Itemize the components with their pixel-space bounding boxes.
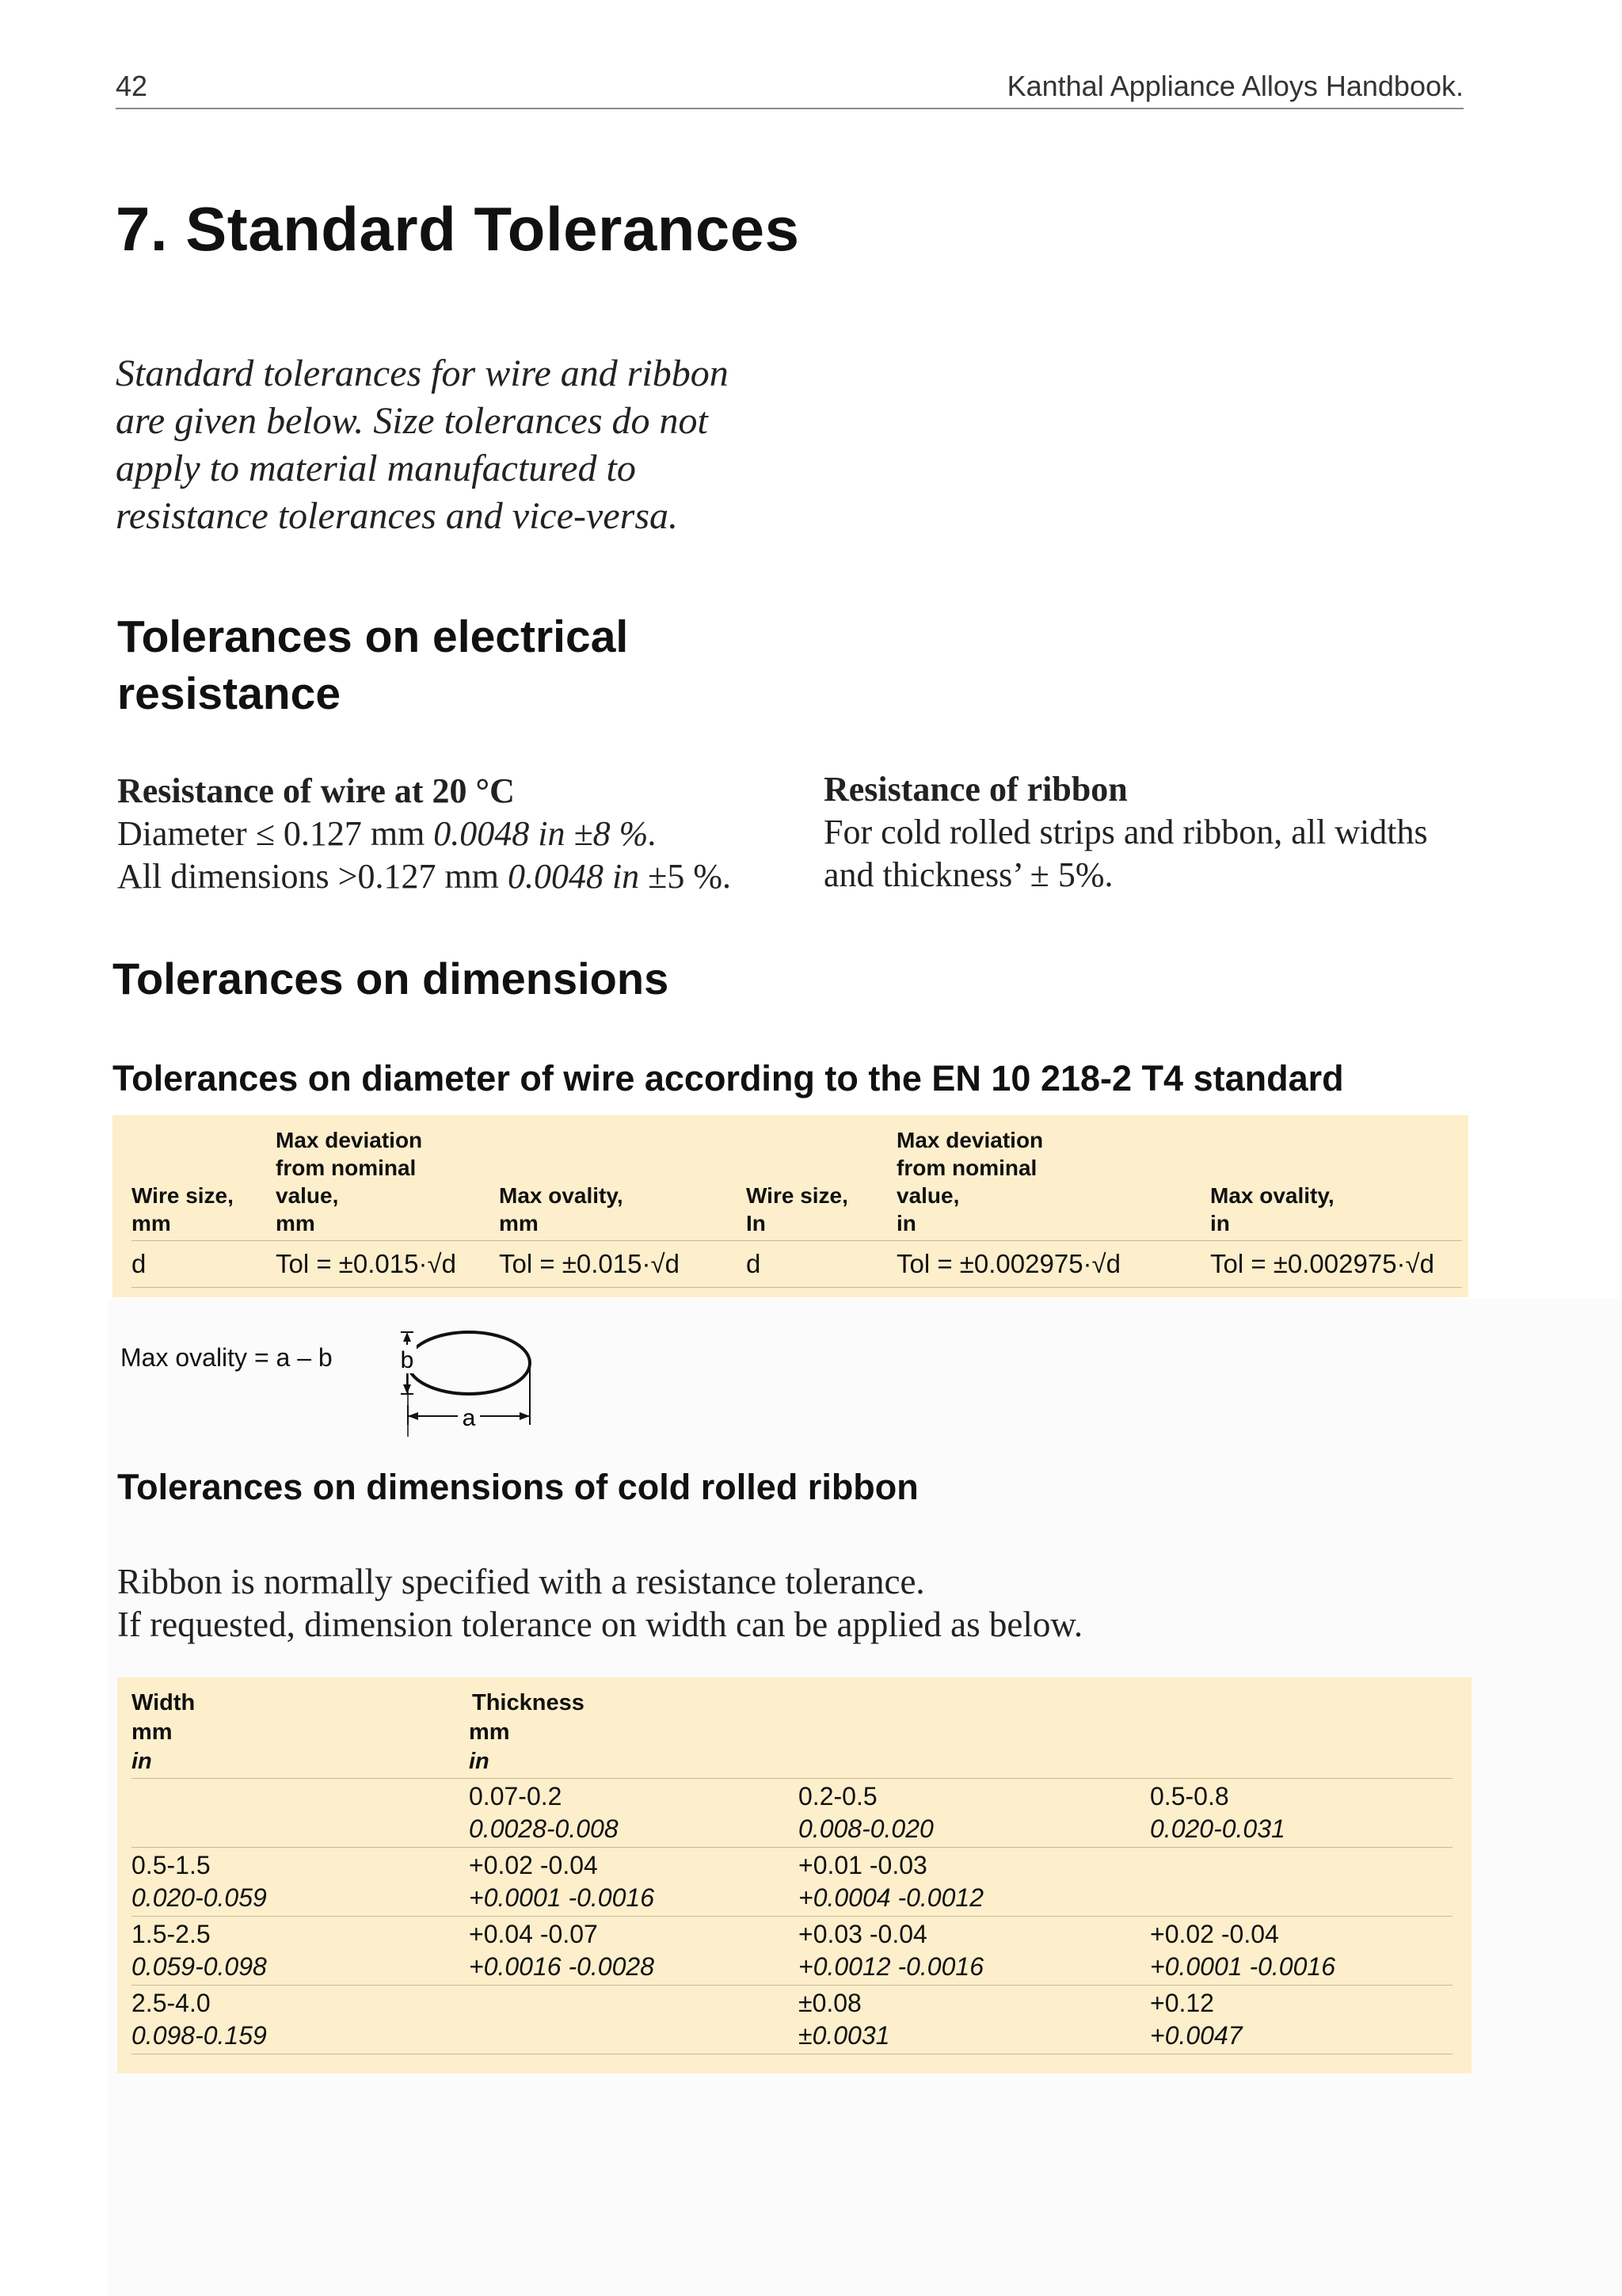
table-row: [131, 1241, 1462, 1288]
table-cell: 1.5-2.5 0.059-0.098: [131, 1917, 469, 1986]
col-header-thickness: Thickness mm in: [469, 1687, 1453, 1779]
table-cell: +0.02 -0.04 +0.0001 -0.0016: [469, 1848, 798, 1917]
label-b: b: [400, 1347, 414, 1373]
intro-paragraph: [116, 350, 797, 540]
wire-tolerance-table: [131, 1126, 1462, 1288]
table-cell: 0.5-1.5 0.020-0.059: [131, 1848, 469, 1917]
wire-resistance-line-2: All dimensions >0.127 mm 0.0048 in ±5 %.: [117, 857, 731, 896]
col-header-max-ovality-in: Max ovality, in: [1210, 1126, 1462, 1241]
dimensions-heading: Tolerances on dimensions: [112, 954, 669, 1003]
ribbon-resistance-title: Resistance of ribbon: [824, 770, 1128, 809]
wire-cross-section-ellipse: [408, 1332, 530, 1394]
table-header-row: [131, 1687, 1453, 1779]
table-row: [131, 1917, 1453, 1986]
table-cell: Tol = ±0.002975·√d: [1210, 1241, 1462, 1288]
ovality-formula: Max ovality = a – b: [120, 1343, 333, 1372]
wire-table-box: [112, 1115, 1468, 1297]
ovality-ellipse-diagram: [364, 1318, 539, 1437]
table-cell: +0.12 +0.0047: [1150, 1986, 1453, 2054]
ribbon-resistance-line-2: and thickness’ ± 5%.: [824, 855, 1114, 894]
col-header-wire-size-in: Wire size, In: [746, 1126, 897, 1241]
ribbon-tolerance-table: [131, 1687, 1453, 2054]
intro-line: Standard tolerances for wire and ribbon: [116, 352, 729, 394]
table-cell: +0.03 -0.04 +0.0012 -0.0016: [798, 1917, 1150, 1986]
ribbon-paragraph: Ribbon is normally specified with a resistance tolerance. If requested, dimension tolerance on width can be applied as below.: [117, 1562, 1083, 1644]
table-cell: +0.01 -0.03 +0.0004 -0.0012: [798, 1848, 1150, 1917]
page-number: 42: [116, 70, 148, 102]
table-cell: [131, 1779, 469, 1848]
wire-resistance-block: [117, 770, 814, 898]
table-cell: +0.02 -0.04 +0.0001 -0.0016: [1150, 1917, 1453, 1986]
resistance-heading: Tolerances on electrical resistance: [117, 611, 629, 719]
col-header-width: Width mm in: [131, 1687, 469, 1779]
table-cell: ±0.08 ±0.0031: [798, 1986, 1150, 2054]
table-cell: 2.5-4.0 0.098-0.159: [131, 1986, 469, 2054]
table-cell: d: [131, 1241, 276, 1288]
table-row: [131, 1848, 1453, 1917]
table-header-row: [131, 1126, 1462, 1241]
table-cell: Tol = ±0.002975·√d: [897, 1241, 1210, 1288]
ribbon-resistance-block: [824, 768, 1473, 897]
wire-resistance-title: Resistance of wire at 20 °C: [117, 771, 515, 810]
table-cell: 0.2-0.5 0.008-0.020: [798, 1779, 1150, 1848]
wire-resistance-line-1: Diameter ≤ 0.127 mm 0.0048 in ±8 %.: [117, 814, 657, 853]
table-cell: 0.5-0.8 0.020-0.031: [1150, 1779, 1453, 1848]
chapter-title: 7. Standard Tolerances: [116, 194, 800, 264]
table-cell: [469, 1986, 798, 2054]
intro-line: apply to material manufactured to: [116, 447, 636, 489]
col-header-wire-size-mm: Wire size, mm: [131, 1126, 276, 1241]
table-row: [131, 1986, 1453, 2054]
label-a: a: [462, 1405, 476, 1431]
table-cell: Tol = ±0.015·√d: [499, 1241, 746, 1288]
intro-line: are given below. Size tolerances do not: [116, 400, 708, 442]
col-header-max-deviation-in: Max deviation from nominal value, in: [897, 1126, 1210, 1241]
ribbon-resistance-line-1: For cold rolled strips and ribbon, all widths: [824, 813, 1428, 851]
col-header-max-ovality-mm: Max ovality, mm: [499, 1126, 746, 1241]
table-cell: d: [746, 1241, 897, 1288]
col-header-max-deviation-mm: Max deviation from nominal value, mm: [276, 1126, 499, 1241]
table-cell: 0.07-0.2 0.0028-0.008: [469, 1779, 798, 1848]
ribbon-dimensions-heading: Tolerances on dimensions of cold rolled ribbon: [117, 1467, 919, 1507]
ribbon-table-box: [117, 1677, 1472, 2073]
table-cell: +0.04 -0.07 +0.0016 -0.0028: [469, 1917, 798, 1986]
header-rule: [116, 108, 1464, 109]
table-cell: [1150, 1848, 1453, 1917]
wire-table-title: Tolerances on diameter of wire according to the EN 10 218-2 T4 standard: [112, 1058, 1344, 1099]
thickness-range-row: [131, 1779, 1453, 1848]
table-cell: Tol = ±0.015·√d: [276, 1241, 499, 1288]
book-title: Kanthal Appliance Alloys Handbook.: [1007, 70, 1464, 102]
intro-line: resistance tolerances and vice-versa.: [116, 495, 678, 537]
